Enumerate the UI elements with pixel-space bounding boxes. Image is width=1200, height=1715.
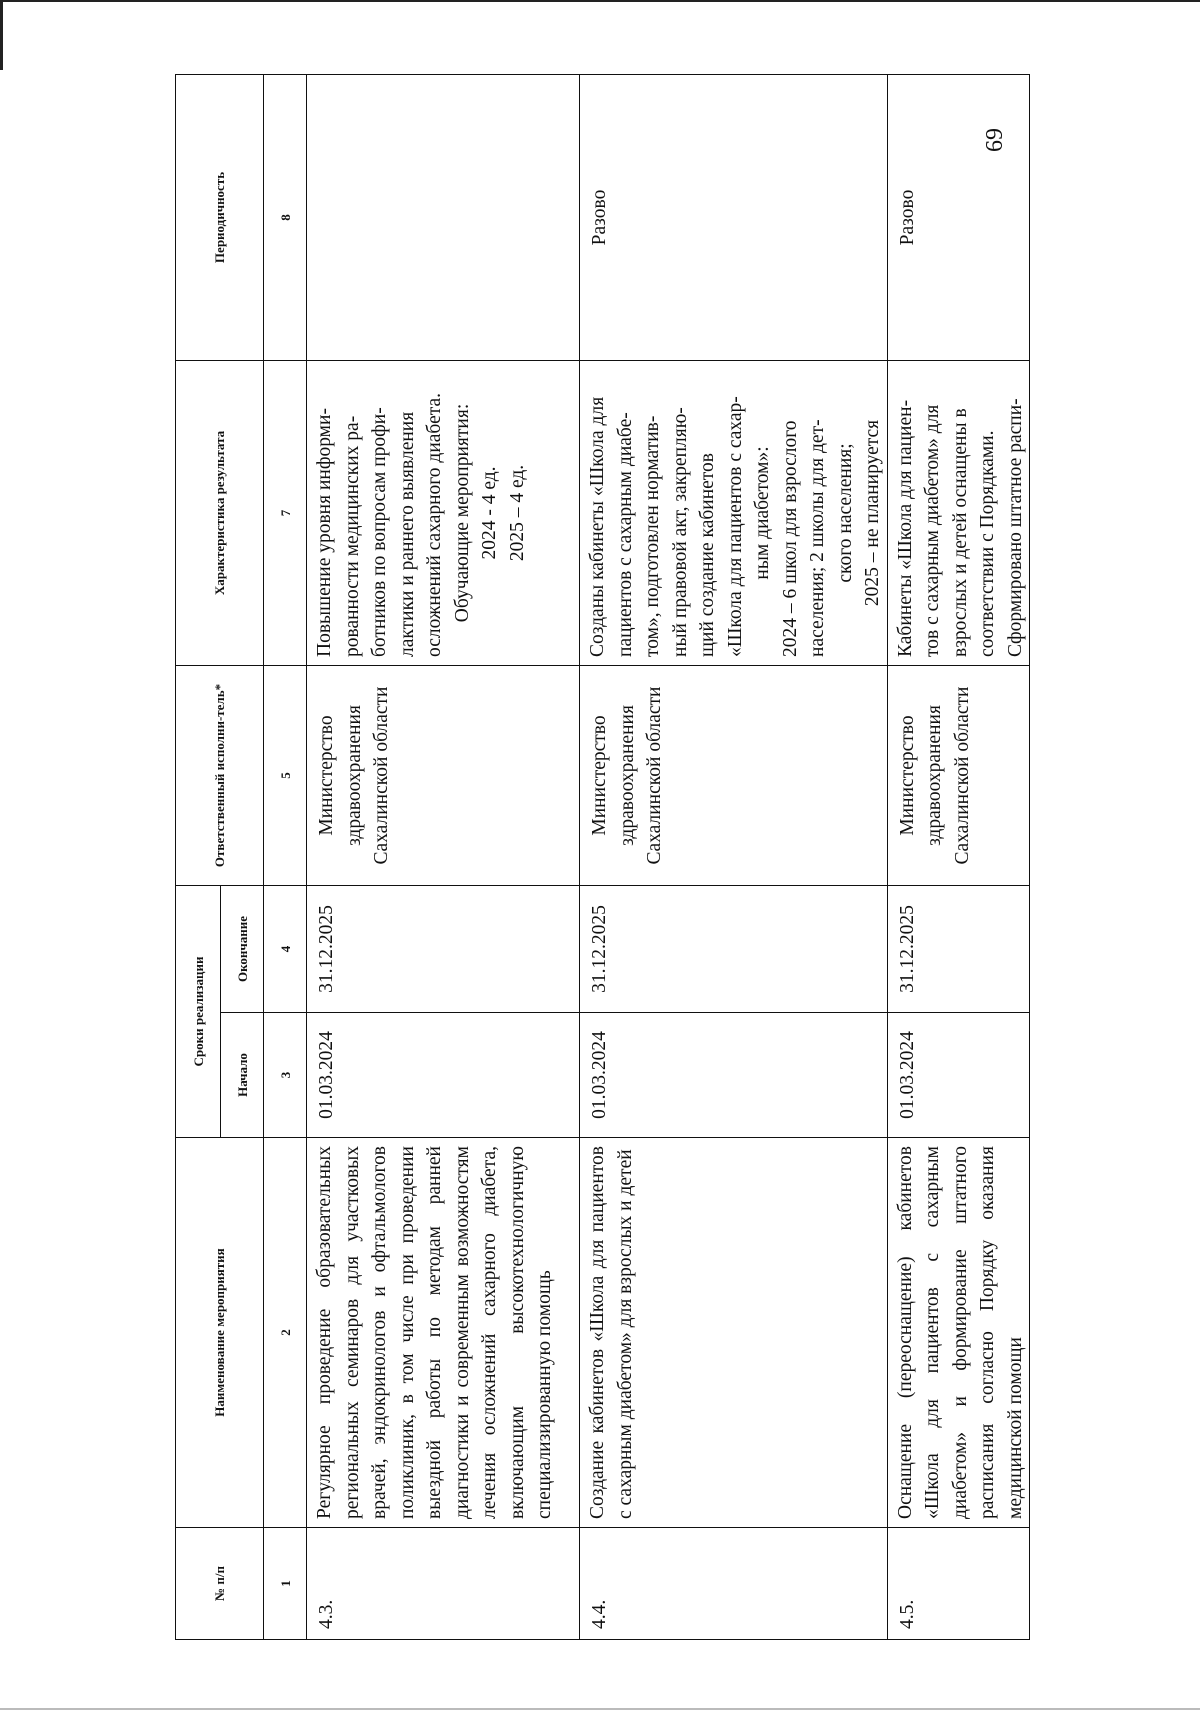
- column-number: 2: [264, 1138, 307, 1528]
- result-text: [888, 361, 1030, 665]
- result-line: 2025 – не планируется: [862, 419, 883, 607]
- header-timeframe: Сроки реализации: [176, 885, 221, 1137]
- table-row: [580, 74, 888, 1639]
- responsible: Министерство здравоохранения Сахалинской области: [589, 686, 665, 865]
- column-number: 1: [264, 1528, 307, 1640]
- result-line: осложнений сахарного диабета.: [424, 392, 445, 657]
- start-date: 01.03.2024: [896, 1031, 918, 1119]
- header-number: № п/п: [176, 1528, 264, 1640]
- page-number: 69: [982, 128, 1008, 152]
- start-date: 01.03.2024: [589, 1031, 610, 1119]
- result-line: рованности медицинских ра-: [341, 415, 363, 657]
- result-line: соответствии с Порядками.: [977, 430, 998, 657]
- result-text: [307, 361, 531, 665]
- result-text: [580, 361, 887, 665]
- header-responsible: Ответственный исполни-тель*: [176, 665, 264, 885]
- row-number: 4.5.: [896, 1599, 918, 1629]
- result-line: 2024 – 6 школ для взрослого: [779, 420, 801, 657]
- result-line: 2024 - 4 ед.: [479, 466, 500, 560]
- end-date: 31.12.2025: [589, 905, 610, 993]
- result-line: пациентов с сахарным диабе-: [614, 412, 636, 657]
- table-row: [307, 74, 580, 1639]
- plan-table: [175, 74, 1030, 1640]
- scan-edge: [0, 0, 1200, 2]
- periodicity: [307, 75, 313, 360]
- result-line: ботников по вопросам профи-: [369, 407, 390, 657]
- result-line: том», подготовлен норматив-: [642, 415, 663, 657]
- result-line: Созданы кабинеты «Школа для: [587, 396, 608, 657]
- header-result: Характеристика результата: [176, 360, 264, 665]
- rotated-page: [175, 75, 1095, 1640]
- result-line: лактики и раннего выявления: [396, 411, 418, 657]
- row-number: 4.3.: [316, 1599, 337, 1629]
- end-date: 31.12.2025: [896, 905, 918, 993]
- periodicity: Разово: [589, 189, 610, 246]
- header-periodicity: Периодичность: [176, 74, 264, 360]
- header-activity-name: Наименование мероприятия: [176, 1138, 264, 1528]
- activity-name: Оснащение (переоснащение) кабинетов «Школа для пациентов с сахарным диабетом» и формирование штатного расписания согласно Порядку оказания медицинской помощи: [894, 1146, 1026, 1519]
- activity-name: Создание кабинетов «Школа для пациентов с сахарным диабетом» для взрослых и детей: [587, 1146, 636, 1519]
- responsible: Министерство здравоохранения Сахалинской области: [316, 686, 392, 865]
- result-line: взрослых и детей оснащены в: [949, 408, 971, 657]
- result-line: Повышение уровня информи-: [314, 408, 335, 657]
- result-line: населения; 2 школы для дет-: [807, 419, 828, 657]
- result-line: ского населения;: [834, 443, 856, 583]
- scan-edge: [0, 0, 3, 70]
- column-number: 3: [264, 1013, 307, 1138]
- scan-edge: [0, 1708, 1200, 1710]
- header-start: Начало: [221, 1013, 264, 1138]
- result-line: ный правовой акт, закрепляю-: [669, 407, 691, 657]
- periodicity: Разово: [896, 189, 918, 246]
- result-line: Обучающие мероприятия:: [451, 403, 473, 623]
- table-row: [887, 74, 1030, 1639]
- activity-name: Регулярное проведение образовательных региональных семинаров для участковых врачей, эндокринологов и офтальмологов поликлиник, в том числе при проведении выездной работы по методам ранней диагностики и современным возможностям лечения осложнений сахарного диабета, включающим высокотехнологичную специализированную помощь: [314, 1146, 555, 1519]
- column-number: 4: [264, 885, 307, 1012]
- column-number: 5: [264, 665, 307, 885]
- result-line: Сформировано штатное распи-: [1004, 398, 1026, 657]
- responsible: Министерство здравоохранения Сахалинской области: [896, 686, 973, 865]
- result-line: щий создание кабинетов: [697, 452, 718, 657]
- row-number: 4.4.: [589, 1599, 610, 1629]
- header-end: Окончание: [221, 885, 264, 1012]
- column-number: 8: [264, 74, 307, 360]
- column-number: 7: [264, 360, 307, 665]
- result-line: ным диабетом»:: [752, 446, 773, 580]
- result-line: 2025 – 4 ед.: [506, 464, 528, 562]
- result-line: «Школа для пациентов с сахар-: [724, 396, 746, 657]
- result-line: тов с сахарным диабетом» для: [922, 404, 943, 657]
- end-date: 31.12.2025: [316, 905, 337, 993]
- result-line: Кабинеты «Школа для пациен-: [894, 399, 916, 657]
- start-date: 01.03.2024: [316, 1031, 337, 1119]
